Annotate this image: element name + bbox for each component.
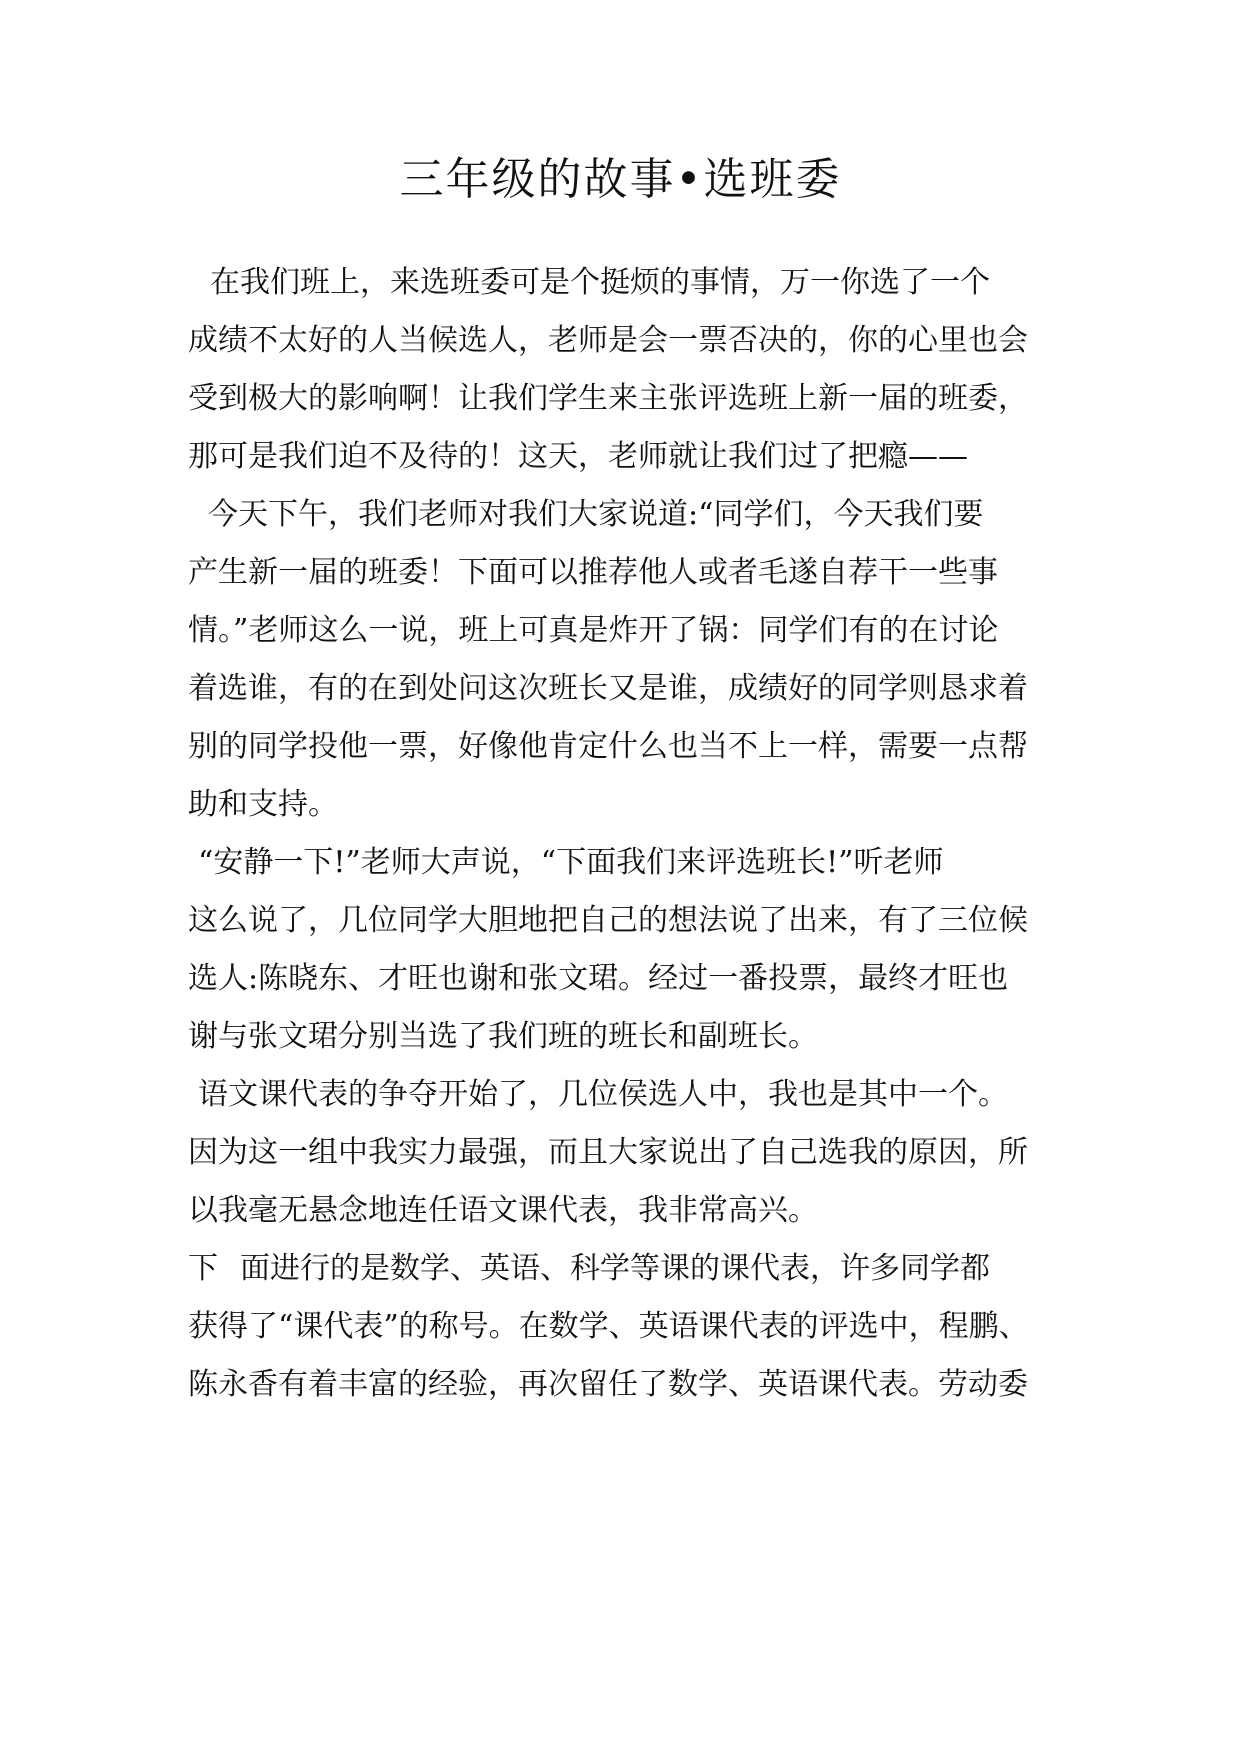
paragraph-line: 受到极大的影响啊！让我们学生来主张评选班上新一届的班委， [188,381,1028,416]
paragraph-line: 情。”老师这么一说，班上可真是炸开了锅：同学们有的在讨论 [188,613,999,648]
paragraph-line: 着选谁，有的在到处问这次班长又是谁，成绩好的同学则恳求着 [188,671,1028,706]
paragraph-line: 这么说了，几位同学大胆地把自己的想法说了出来，有了三位候 [188,903,1028,938]
paragraph-line: 获得了“课代表”的称号。在数学、英语课代表的评选中，程鹏、 [188,1309,1029,1344]
paragraph-line: 面进行的是数学、英语、科学等课的课代表，许多同学都 [240,1251,990,1286]
paragraph-line: 今天下午，我们老师对我们大家说道:“同学们，今天我们要 [208,497,984,532]
paragraph-line: 成绩不太好的人当候选人，老师是会一票否决的，你的心里也会 [188,323,1028,358]
paragraph-line: 选人:陈晓东、才旺也谢和张文珺。经过一番投票，最终才旺也 [188,961,1009,996]
paragraph-line: 别的同学投他一票，好像他肯定什么也当不上一样，需要一点帮 [188,729,1028,764]
paragraph-line: 助和支持。 [188,787,338,822]
paragraph-line: 以我毫无悬念地连任语文课代表，我非常高兴。 [188,1193,818,1228]
paragraph-line: 谢与张文珺分别当选了我们班的班长和副班长。 [188,1019,818,1054]
paragraph-line: 因为这一组中我实力最强，而且大家说出了自己选我的原因，所 [188,1135,1028,1170]
paragraph-line: 语文课代表的争夺开始了，几位侯选人中，我也是其中一个。 [198,1077,1008,1112]
document-title: 三年级的故事•选班委 [399,154,842,205]
paragraph-line: 在我们班上，来选班委可是个挺烦的事情，万一你选了一个 [210,265,990,300]
paragraph-line: 产生新一届的班委！下面可以推荐他人或者毛遂自荐干一些事 [188,555,998,590]
paragraph-line: 那可是我们迫不及待的！这天，老师就让我们过了把瘾—— [188,439,968,474]
paragraph-line-start: 下 [188,1251,218,1286]
paragraph-line: 陈永香有着丰富的经验，再次留任了数学、英语课代表。劳动委 [188,1367,1028,1402]
paragraph-line: “安静一下!”老师大声说，“下面我们来评选班长!”听老师 [198,845,944,880]
